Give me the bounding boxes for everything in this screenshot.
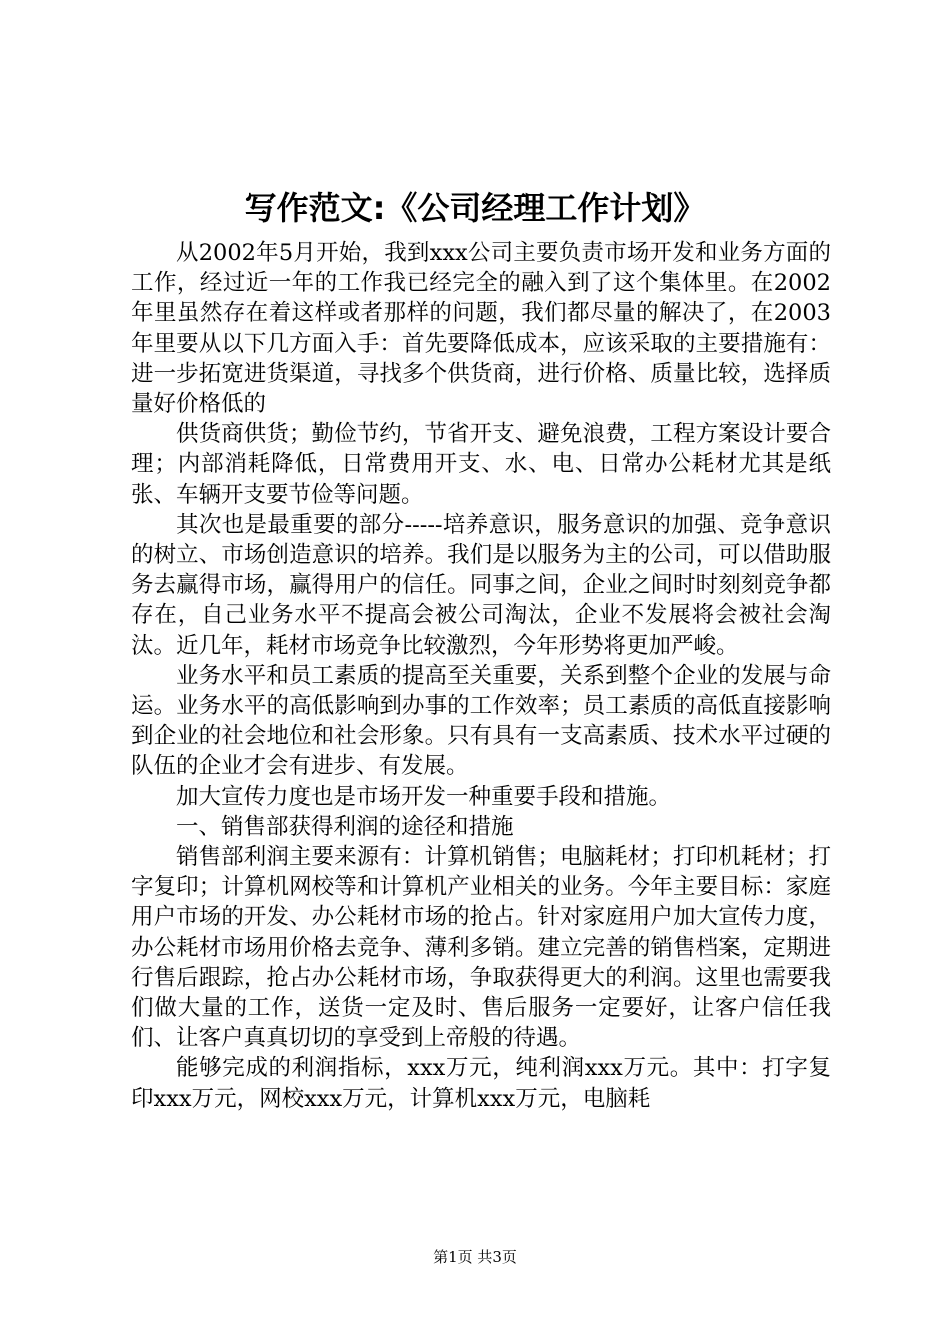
page-footer: 第1页 共3页 (433, 1248, 517, 1266)
paragraph-4: 业务水平和员工素质的提高至关重要，关系到整个企业的发展与命运。业务水平的高低影响到办事的工作效率；员工素质的高低直接影响到企业的社会地位和社会形象。只有具有一支高素质、技术水平过硬的队伍的企业才会有进步、有发展。 (131, 662, 831, 780)
section-heading: 一、销售部获得利润的途径和措施 (176, 813, 514, 840)
document-body (131, 238, 831, 1114)
paragraph-5: 加大宣传力度也是市场开发一种重要手段和措施。 (176, 783, 672, 810)
paragraph-7: 销售部利润主要来源有：计算机销售；电脑耗材；打印机耗材；打字复印；计算机网校等和计算机产业相关的业务。今年主要目标：家庭用户市场的开发、办公耗材市场的抢占。针对家庭用户加大宣传力度，办公耗材市场用价格去竞争、薄利多销。建立完善的销售档案，定期进行售后跟踪，抢占办公耗材市场，争取获得更大的利润。这里也需要我们做大量的工作，送货一定及时、售后服务一定要好，让客户信任我们、让客户真真切切的享受到上帝般的待遇。 (131, 844, 831, 1052)
paragraph-1: 从2002年5月开始，我到xxx公司主要负责市场开发和业务方面的工作，经过近一年的工作我已经完全的融入到了这个集体里。在2002年里虽然存在着这样或者那样的问题，我们都尽量的解决了，在2003年里要从以下几方面入手：首先要降低成本，应该采取的主要措施有：进一步拓宽进货渠道，寻找多个供货商，进行价格、质量比较，选择质量好价格低的 (131, 240, 831, 418)
page-title: 写作范文:《公司经理工作计划》 (244, 189, 706, 227)
paragraph-8: 能够完成的利润指标，xxx万元，纯利润xxx万元。其中：打字复印xxx万元，网校xxx万元，计算机xxx万元，电脑耗 (131, 1055, 831, 1112)
paragraph-2: 供货商供货；勤俭节约，节省开支、避免浪费，工程方案设计要合理；内部消耗降低，日常费用开支、水、电、日常办公耗材尤其是纸张、车辆开支要节俭等问题。 (131, 421, 831, 508)
paragraph-3: 其次也是最重要的部分-----培养意识，服务意识的加强、竞争意识的树立、市场创造意识的培养。我们是以服务为主的公司，可以借助服务去赢得市场，赢得用户的信任。同事之间，企业之间时时刻刻竞争都存在，自己业务水平不提高会被公司淘汰，企业不发展将会被社会淘汰。近几年，耗材市场竞争比较激烈，今年形势将更加严峻。 (131, 511, 831, 659)
